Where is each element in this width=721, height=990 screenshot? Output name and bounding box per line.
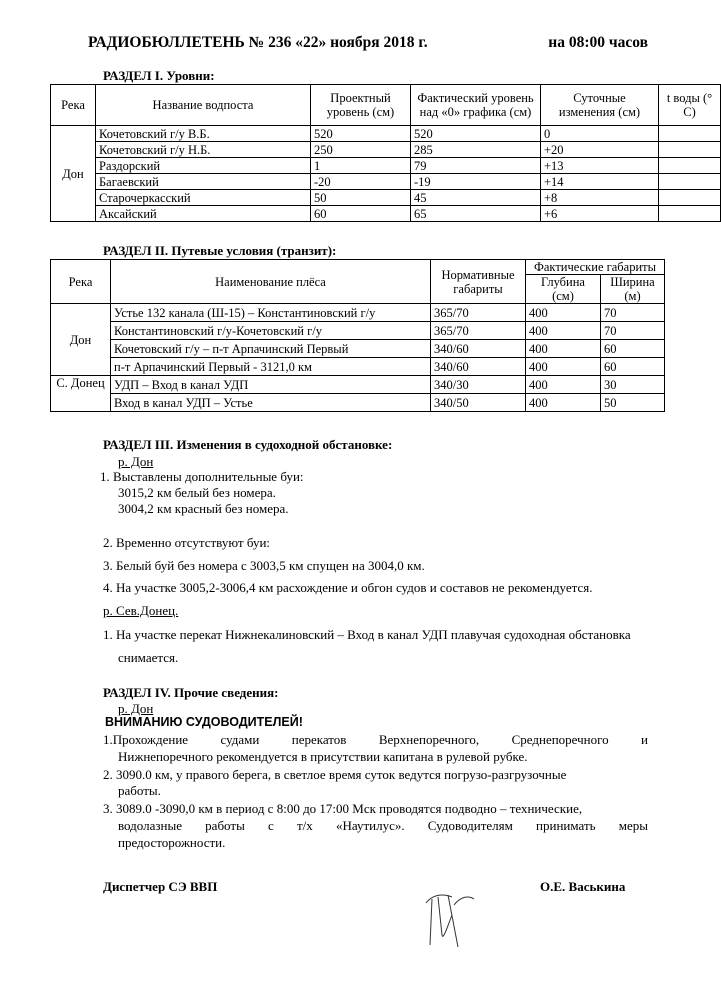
water-temp-cell bbox=[659, 206, 721, 222]
col-water-temp: t воды (° С) bbox=[659, 85, 721, 126]
levels-header-row bbox=[51, 85, 721, 126]
col-actual-dims: Фактические габариты bbox=[526, 260, 665, 275]
section4-item3-cont2: предосторожности. bbox=[118, 835, 226, 850]
section4-item2: 2. 3090.0 км, у правого берега, в светлое время суток ведутся погрузо-разгрузочные bbox=[103, 767, 567, 782]
water-temp-cell bbox=[659, 142, 721, 158]
actual-level-cell: 520 bbox=[411, 126, 541, 142]
station-cell: Раздорский bbox=[96, 158, 311, 174]
dispatcher-name: О.Е. Васькина bbox=[540, 879, 626, 894]
water-temp-cell bbox=[659, 174, 721, 190]
col-reach: Наименование плёса bbox=[111, 260, 431, 304]
reach-cell: Константиновский г/у-Кочетовский г/у bbox=[111, 322, 431, 340]
attention-heading: ВНИМАНИЮ СУДОВОДИТЕЛЕЙ! bbox=[105, 715, 303, 729]
design-level-cell: -20 bbox=[311, 174, 411, 190]
width-cell: 60 bbox=[601, 340, 665, 358]
col-station: Название водпоста bbox=[96, 85, 311, 126]
col-design-level: Проектный уровень (см) bbox=[311, 85, 411, 126]
col-norm-dims: Нормативные габариты bbox=[431, 260, 526, 304]
depth-cell: 400 bbox=[526, 376, 601, 394]
actual-level-cell: 65 bbox=[411, 206, 541, 222]
table-row bbox=[51, 158, 721, 174]
signature-image bbox=[418, 885, 478, 955]
table-row bbox=[51, 126, 721, 142]
station-cell: Кочетовский г/у Н.Б. bbox=[96, 142, 311, 158]
section3-title: РАЗДЕЛ III. Изменения в судоходной обстановке: bbox=[103, 437, 393, 452]
section4-item1-cont: Нижнепоречного рекомендуется в присутствии капитана в рулевой рубке. bbox=[118, 749, 528, 764]
design-level-cell: 50 bbox=[311, 190, 411, 206]
depth-cell: 400 bbox=[526, 304, 601, 322]
section3-donets-item1-cont: снимается. bbox=[118, 650, 179, 665]
daily-change-cell: +6 bbox=[541, 206, 659, 222]
river-cell: Дон bbox=[51, 304, 111, 376]
table-row bbox=[51, 142, 721, 158]
norm-cell: 340/60 bbox=[431, 340, 526, 358]
section4-item3-cont: водолазные работы с т/х «Наутилус». Судоводителям принимать меры bbox=[118, 818, 648, 833]
table-row bbox=[51, 376, 665, 394]
river-cell: Дон bbox=[51, 126, 96, 222]
section4-item2-cont: работы. bbox=[118, 783, 161, 798]
reach-cell: УДП – Вход в канал УДП bbox=[111, 376, 431, 394]
station-cell: Кочетовский г/у В.Б. bbox=[96, 126, 311, 142]
river-cell: С. Донец bbox=[51, 376, 111, 412]
bulletin-time: на 08:00 часов bbox=[548, 34, 648, 51]
design-level-cell: 250 bbox=[311, 142, 411, 158]
col-width: Ширина (м) bbox=[601, 275, 665, 304]
daily-change-cell: +8 bbox=[541, 190, 659, 206]
daily-change-cell: +13 bbox=[541, 158, 659, 174]
norm-cell: 340/60 bbox=[431, 358, 526, 376]
design-level-cell: 1 bbox=[311, 158, 411, 174]
table-row bbox=[51, 340, 665, 358]
reach-cell: Устье 132 канала (Ш-15) – Константиновский г/у bbox=[111, 304, 431, 322]
transit-table bbox=[50, 259, 665, 412]
water-temp-cell bbox=[659, 126, 721, 142]
section4-item1: 1.Прохождение судами перекатов Верхнепоречного, Среднепоречного и bbox=[103, 732, 648, 747]
actual-level-cell: -19 bbox=[411, 174, 541, 190]
width-cell: 50 bbox=[601, 394, 665, 412]
col-depth: Глубина (см) bbox=[526, 275, 601, 304]
depth-cell: 400 bbox=[526, 358, 601, 376]
station-cell: Аксайский bbox=[96, 206, 311, 222]
section3-river-don: р. Дон bbox=[118, 454, 154, 469]
norm-cell: 365/70 bbox=[431, 304, 526, 322]
norm-cell: 365/70 bbox=[431, 322, 526, 340]
reach-cell: п-т Арпачинский Первый - 3121,0 км bbox=[111, 358, 431, 376]
width-cell: 30 bbox=[601, 376, 665, 394]
design-level-cell: 520 bbox=[311, 126, 411, 142]
section2-title: РАЗДЕЛ II. Путевые условия (транзит): bbox=[103, 243, 337, 258]
bulletin-title: РАДИОБЮЛЛЕТЕНЬ № 236 «22» ноября 2018 г. bbox=[88, 34, 428, 51]
actual-level-cell: 45 bbox=[411, 190, 541, 206]
section3-river-donets: р. Сев.Донец. bbox=[103, 603, 179, 618]
table-row bbox=[51, 206, 721, 222]
water-temp-cell bbox=[659, 190, 721, 206]
section1-title: РАЗДЕЛ I. Уровни: bbox=[103, 68, 215, 83]
table-row bbox=[51, 174, 721, 190]
col-river: Река bbox=[51, 85, 96, 126]
bulletin-header bbox=[88, 34, 648, 52]
reach-cell: Вход в канал УДП – Устье bbox=[111, 394, 431, 412]
section3-donets-item1: 1. На участке перекат Нижнекалиновский – Вход в канал УДП плавучая судоходная обстановка bbox=[103, 627, 631, 642]
table-row bbox=[51, 190, 721, 206]
daily-change-cell: +14 bbox=[541, 174, 659, 190]
transit-header-row bbox=[51, 260, 665, 275]
width-cell: 70 bbox=[601, 322, 665, 340]
section4-river-don: р. Дон bbox=[118, 701, 154, 716]
section3-item2: 2. Временно отсутствуют буи: bbox=[103, 535, 271, 550]
col-river: Река bbox=[51, 260, 111, 304]
norm-cell: 340/50 bbox=[431, 394, 526, 412]
levels-table bbox=[50, 84, 721, 222]
water-temp-cell bbox=[659, 158, 721, 174]
width-cell: 70 bbox=[601, 304, 665, 322]
section3-item1-line1: 3015,2 км белый без номера. bbox=[118, 485, 276, 500]
station-cell: Старочеркасский bbox=[96, 190, 311, 206]
width-cell: 60 bbox=[601, 358, 665, 376]
table-row bbox=[51, 322, 665, 340]
daily-change-cell: 0 bbox=[541, 126, 659, 142]
norm-cell: 340/30 bbox=[431, 376, 526, 394]
dispatcher-label: Диспетчер СЭ ВВП bbox=[103, 879, 218, 894]
actual-level-cell: 79 bbox=[411, 158, 541, 174]
daily-change-cell: +20 bbox=[541, 142, 659, 158]
col-daily-change: Суточные изменения (см) bbox=[541, 85, 659, 126]
station-cell: Багаевский bbox=[96, 174, 311, 190]
col-actual-level: Фактический уровень над «0» графика (см) bbox=[411, 85, 541, 126]
table-row bbox=[51, 358, 665, 376]
section4-item3: 3. 3089.0 -3090,0 км в период с 8:00 до 17:00 Мск проводятся подводно – технические, bbox=[103, 801, 583, 816]
section3-item4: 4. На участке 3005,2-3006,4 км расхождение и обгон судов и составов не рекомендуется. bbox=[103, 580, 593, 595]
actual-level-cell: 285 bbox=[411, 142, 541, 158]
section4-title: РАЗДЕЛ IV. Прочие сведения: bbox=[103, 685, 279, 700]
reach-cell: Кочетовский г/у – п-т Арпачинский Первый bbox=[111, 340, 431, 358]
depth-cell: 400 bbox=[526, 340, 601, 358]
section3-item1-line2: 3004,2 км красный без номера. bbox=[118, 501, 289, 516]
depth-cell: 400 bbox=[526, 394, 601, 412]
section3-item3: 3. Белый буй без номера с 3003,5 км спущен на 3004,0 км. bbox=[103, 558, 425, 573]
depth-cell: 400 bbox=[526, 322, 601, 340]
table-row bbox=[51, 304, 665, 322]
design-level-cell: 60 bbox=[311, 206, 411, 222]
section3-item1: 1. Выставлены дополнительные буи: bbox=[100, 469, 304, 484]
table-row bbox=[51, 394, 665, 412]
